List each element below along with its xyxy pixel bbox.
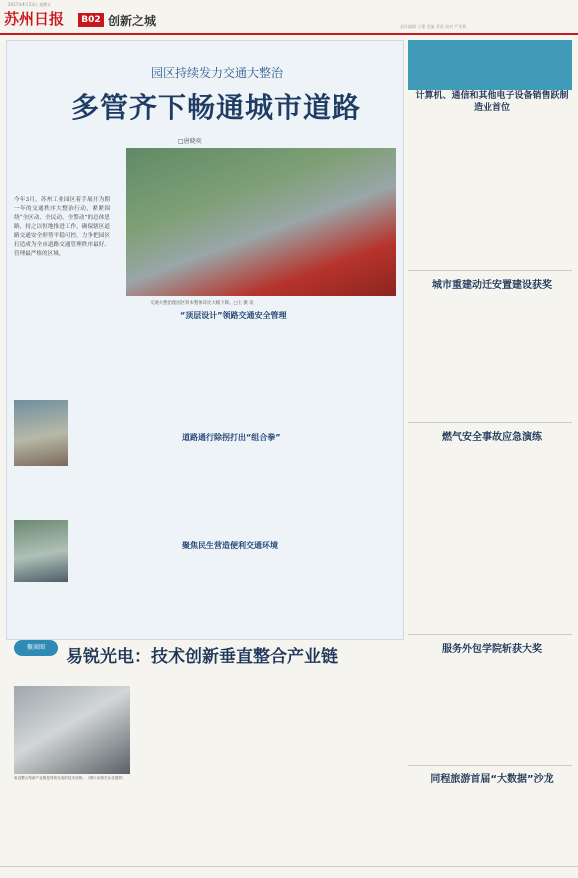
body-text-block bbox=[412, 444, 572, 632]
issue-date: 2017年4月23日 星期五 bbox=[8, 2, 52, 7]
divider bbox=[408, 634, 572, 635]
feature-subtitle: 园区持续发力交通大整治 bbox=[150, 66, 283, 80]
section-title: 创新之城 bbox=[108, 14, 157, 28]
feature-byline: □唐晓奕 bbox=[178, 138, 202, 145]
footer-rule bbox=[0, 866, 578, 867]
main-photo-caption: 交通大整治使园区样本整体环比大幅下降。□王 摄 讯 bbox=[150, 301, 254, 306]
body-text-block bbox=[14, 786, 130, 852]
business-photo-caption: 垂直整合型新产业链是易锐光电的技术优势。（图片由相关企业提供） bbox=[14, 776, 126, 780]
news-headline: 计算机、通信和其他电子设备销售跃制造业首位 bbox=[415, 91, 569, 113]
body-text-block bbox=[118, 322, 396, 426]
divider bbox=[408, 422, 572, 423]
news-headline: 城市重建动迁安置建设获奖 bbox=[432, 280, 552, 291]
body-text-block bbox=[78, 554, 396, 634]
news-headline: 服务外包学院斩获大奖 bbox=[442, 644, 542, 655]
body-text-block bbox=[412, 118, 572, 268]
business-title: 易锐光电：技术创新垂直整合产业链 bbox=[66, 647, 338, 667]
feature-intro: 今年3月，苏州工业园区着手展开为期一年的交通秩序大整治行动，紧紧围绕“全区动、全民动、全警动”的总体思路，持之以恒地推进工作，确保辖区道路交通安全形势平稳可控，力争把园区打造成为全市道路交通管理秩序最好、管理最严格的区域。 bbox=[14, 197, 110, 257]
editor-credits: 责任编辑 小董 美编 蔡晨 校对 严亚莉 bbox=[400, 24, 467, 29]
divider bbox=[408, 765, 572, 766]
officer-photo-2 bbox=[14, 520, 68, 582]
subheading-livelihood: 聚焦民生营造便利交通环境 bbox=[182, 541, 278, 550]
feature-title: 多管齐下畅通城市道路 bbox=[70, 91, 361, 124]
traffic-police-photo bbox=[126, 148, 396, 296]
subheading-design: “顶层设计”领路交通安全管理 bbox=[180, 311, 287, 320]
body-text-block bbox=[136, 686, 398, 852]
body-text-block bbox=[412, 292, 572, 420]
right-column-banner bbox=[408, 40, 572, 90]
factory-photo bbox=[14, 686, 130, 774]
divider bbox=[408, 270, 572, 271]
news-headline: 燃气安全事故应急演练 bbox=[442, 432, 542, 443]
news-headline: 同程旅游首届“大数据”沙龙 bbox=[430, 774, 554, 785]
page-number: B02 bbox=[78, 13, 104, 27]
subheading-road: 道路通行除拐打出“组合拳” bbox=[182, 433, 281, 442]
body-text-block bbox=[78, 446, 396, 534]
body-text-block bbox=[412, 656, 572, 764]
officer-photo bbox=[14, 400, 68, 466]
newspaper-logo: 苏州日报 bbox=[4, 10, 65, 28]
body-text-block bbox=[412, 786, 572, 860]
header-rule bbox=[0, 33, 578, 35]
section-tag: 聚商圈 bbox=[14, 640, 58, 656]
